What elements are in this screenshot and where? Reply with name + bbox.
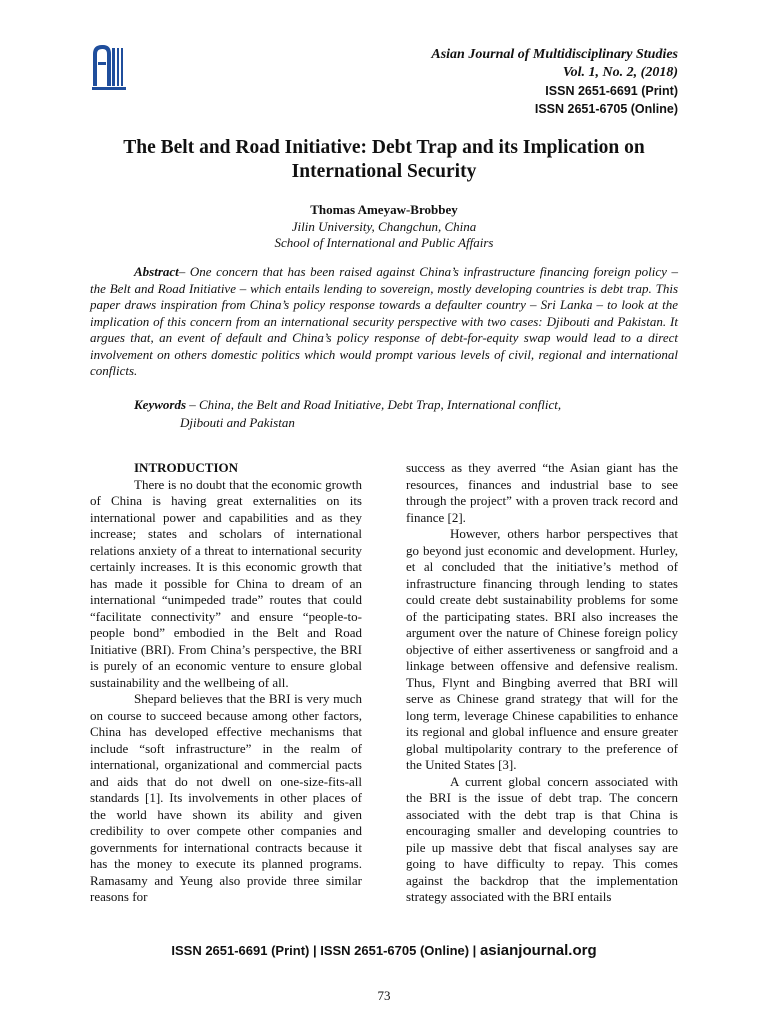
body-paragraph: Shepard believes that the BRI is very much on course to succeed because among other factors, China has developed effective mechanisms that include “soft infrastructure” in the realm of international, organizational and commercial pacts and aids that do not dwell on one-size-fits-all standards [1]. Its involvements in other places of the world have shown its ability and given credibility to over compete other companies and governments for international contracts because it has the money to execute its planned programs. Ramasamy and Yeung also provide three similar reasons for (90, 691, 362, 904)
body-column-left (90, 460, 362, 906)
issn-print: ISSN 2651-6691 (Print) (545, 84, 678, 98)
abstract (90, 264, 678, 380)
body-paragraph: A current global concern associated with the BRI is the issue of debt trap. The concern associated with the debt trap is that China is encouraging smaller and developing countries to pile up massive debt that fiscal analyses say are going to have difficulty to repay. This comes against the backdrop that the implementation strategy associated with the BRI entails (406, 773, 678, 904)
body-paragraph: However, others harbor perspectives that go beyond just economic and development. Hurley, et al concluded that the initiative’s method of infrastructure financing through lending to states could create debt sustainability problems for some of the participating states. BRI also increases the argument over the nature of Chinese foreign policy objective of either assertiveness or sangfroid and a linkage between offensive and defensive realism. Thus, Flynt and Bingbing averred that BRI will serve as Chinese grand strategy that will for the long term, leverage Chinese capabilities to enhance its regional and global influence and ensure greater global multipolarity contrary to the preference of the United States [3]. (406, 526, 678, 772)
affiliation-university: Jilin University, Changchun, China (291, 218, 477, 234)
journal-name: Asian Journal of Multidisciplinary Studies (431, 47, 678, 62)
body-paragraph-continued: success as they averred “the Asian giant has the resources, finances and industrial base to see through the project” with a proven track record and finance [2]. (406, 460, 678, 525)
affiliation-school: School of International and Public Affairs (274, 235, 494, 250)
keywords (134, 396, 678, 432)
author-name: Thomas Ameyaw-Brobbey (310, 202, 458, 217)
keywords-label: Keywords (134, 397, 186, 412)
issn-online: ISSN 2651-6705 (Online) (534, 102, 678, 116)
author-block (90, 202, 678, 252)
footer-issn: ISSN 2651-6691 (Print) | ISSN 2651-6705 (Online) | (171, 943, 480, 958)
keywords-text: – China, the Belt and Road Initiative, Debt Trap, International conflict, (186, 397, 562, 412)
journal-header (431, 46, 678, 118)
journal-logo-icon (92, 44, 126, 90)
page-footer (0, 942, 768, 959)
page-number: 73 (377, 988, 391, 1003)
journal-volume: Vol. 1, No. 2, (2018) (562, 65, 678, 80)
footer-site-link[interactable]: asianjournal.org (479, 942, 597, 959)
abstract-text: – One concern that has been raised against China’s infrastructure financing foreign policy – the Belt and Road Initiative – which entails lending to sovereign, mostly developing countries is debt trap. This paper draws inspiration from China’s policy response towards a defaulter country – Sri Lanka – to look at the implication of this concern from an international security perspective with two cases: Djibouti and Pakistan. It argues that, an event of default and China’s policy response of debt-for-equity swap would lead to a direct involvement on others domestic politics which would prompt various levels of civil, regional and international conflicts. (90, 264, 678, 378)
keywords-text-continued: Djibouti and Pakistan (180, 415, 295, 430)
abstract-label: Abstract (134, 264, 179, 279)
journal-logo (92, 44, 126, 90)
paper-title: The Belt and Road Initiative: Debt Trap and its Implication on International Security (123, 137, 645, 182)
body-paragraph: There is no doubt that the economic growth of China is having great externalities on its international power and capabilities and as they increase; states and scholars of international relations anxiety of a threat to international security certainly increases. It is this economic growth that has made it possible for China to dream of an international “unimpeded trade” routes that could “facilitate connectivity” and ensure “people-to-people bond” embodied in the Belt and Road Initiative (BRI). From China’s perspective, the BRI is purely of an economic venture to ensure global sustainability and the wellbeing of all. (90, 476, 362, 690)
section-heading-introduction: INTRODUCTION (134, 460, 239, 475)
body-column-right (406, 460, 678, 906)
